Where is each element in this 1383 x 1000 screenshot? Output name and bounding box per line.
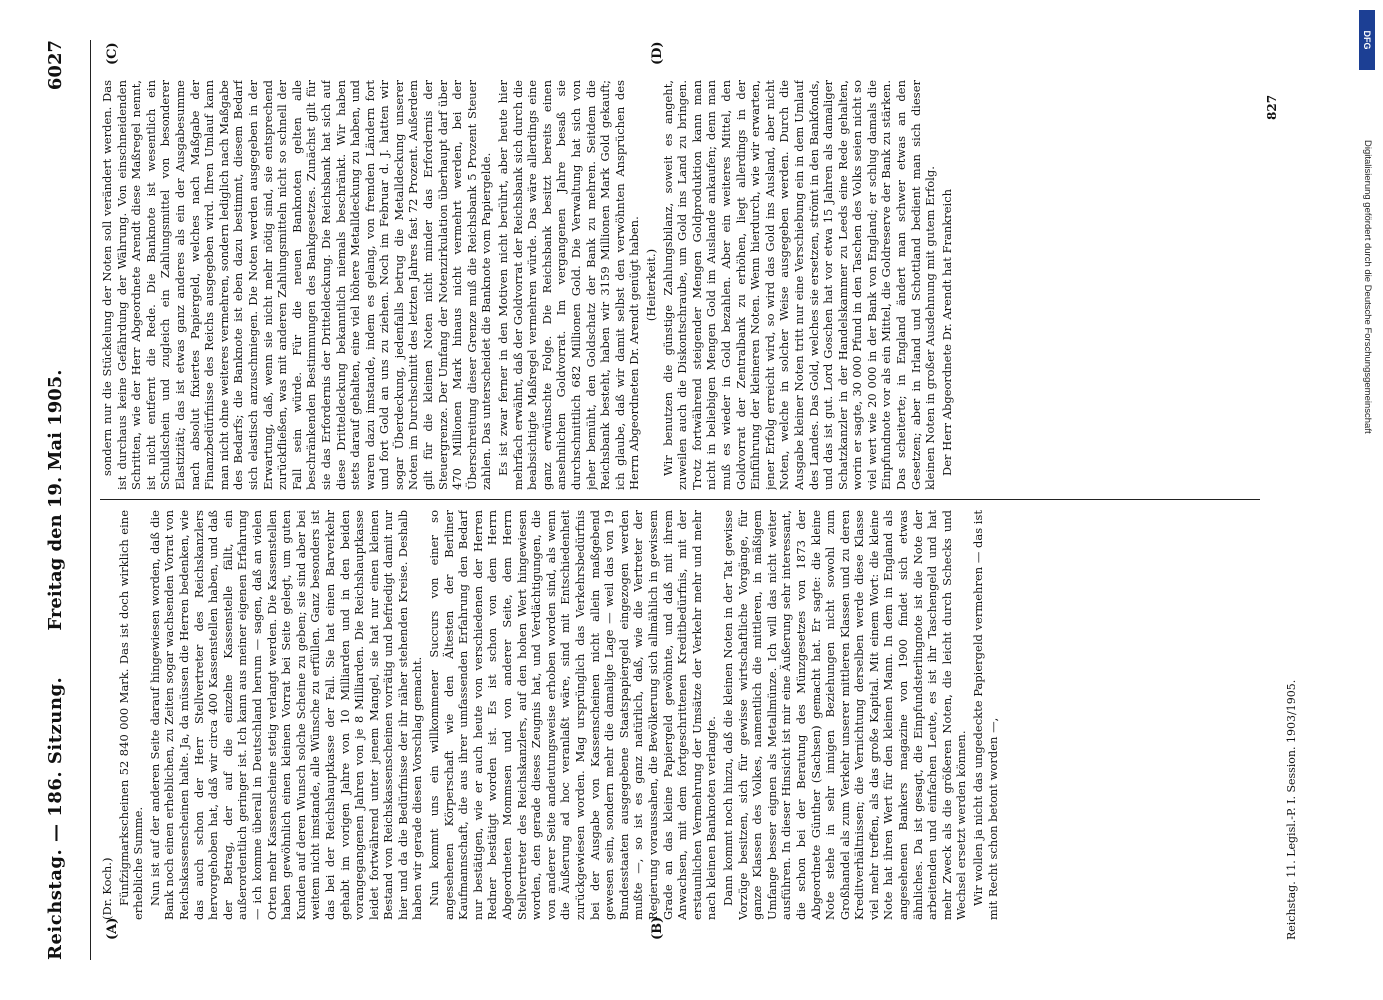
dfg-logo-text: DFG <box>1362 30 1372 50</box>
margin-mark-d: (D) <box>650 41 665 65</box>
credit-text: Digitalisierung gefördert durch die Deutsche Forschungsgemeinschaft <box>1362 140 1373 434</box>
paragraph: sondern nur die Stückelung der Noten soll verändert werden. Das ist durchaus keine Gefährdung der Währung. Von einschneidenden Schritten, wie der Herr Abgeordnete Arendt diese Maßregel nennt, ist nicht entfernt die Rede. Die Banknote ist wesentlich ein Schuldschein und zugleich ein Zahlungsmittel von besonderer Elastizität; das ist etwas ganz anderes als ein der Ausgabesumme nach absolut fixiertes Papiergeld, welches nach Maßgabe der Finanzbedürfnisse des Reichs ausgegeben wird. Ihren Umlauf kann man nicht ohne weiteres vermehren, sondern lediglich nach Maßgabe des Bedarfs; die Banknote ist eben dazu bestimmt, diesem Bedarf sich elastisch anzuschmiegen. Die Noten werden ausgegeben in der Erwartung, daß, wenn sie nicht mehr nötig sind, sie entsprechend zurückfließen, was mit anderen Zahlungsmitteln nicht so schnell der Fall sein würde. Für die neuen Banknoten gelten alle beschränkenden Bestimmungen des Bankgesetzes. Zunächst gilt für sie das Erfordernis der Dritteldeckung. Die Reichsbank hat sich auf diese Dritteldeckung bekanntlich niemals beschränkt. Wir haben stets darauf gehalten, eine viel höhere Metalldeckung zu haben, und waren dazu imstande, indem es gelang, von fremden Ländern fort und fort Gold an uns zu ziehen. Noch im Februar d. J. hatten wir sogar Überdeckung, jedenfalls betrug die Metalldeckung unserer Noten im Durchschnitt des letzten Jahres fast 72 Prozent. Außerdem gilt für die kleinen Noten nicht minder das Erfordernis der Steuergrenze. Der Umfang der Notenzirkulation überhaupt darf über 470 Millionen Mark hinaus nicht vermehrt werden, bei der Überschreitung dieser Grenze muß die Reichsbank 5 Prozent Steuer zahlen. Das unterscheidet die Banknote vom Papiergelde. <box>100 80 494 490</box>
header-session: Reichstag. — 186. Sitzung. <box>45 676 66 960</box>
page-footer: Reichstag. 11. Legisl.-P. I. Session. 1903/1905. <box>1285 679 1298 940</box>
paragraph: Nun kommt uns ein willkommener Succurs von einer so angesehenen Körperschaft wie den Ältesten der Berliner Kaufmannschaft, die aus ihrer umfassenden Erfahrung den Bedarf nur bestätigen, wie er auch heute von verschiedenen der Herren Redner bestätigt worden ist. Es ist schon von dem Herrn Abgeordneten Mommsen und von anderer Seite, dem Herrn Stellvertreter des Reichskanzlers, auf den hohen Wert hingewiesen worden, den gerade dieses Zeugnis hat, und Verdächtigungen, die von anderer Seite andeutungsweise erhoben worden sind, als wenn die Äußerung ad hoc veranlaßt wäre, sind mit Entschiedenheit zurückgewiesen worden. Mag ursprünglich das Verkehrsbedürfnis bei der Ausgabe von Kassenscheinen nicht allein maßgebend gewesen sein, sondern mehr die damalige Lage — weil das von 19 Bundesstaaten ausgegebene Staatspapiergeld eingezogen werden mußte —, so ist es ganz natürlich, daß, wie die Vertreter der Regierung voraussahen, die Bevölkerung sich allmählich in gewissem Grade an das kleine Papiergeld gewöhnte, und daß mit ihrem Anwachsen, mit dem fortgeschrittenen Kreditbedürfnis, mit der erstaunlichen Vermehrung der Umsätze der Verkehr mehr und mehr nach kleinen Banknoten verlangte. <box>427 510 719 920</box>
paragraph: Wir benutzen die günstige Zahlungsbilanz, soweit es angeht, zuweilen auch die Diskontschraube, um Gold ins Land zu bringen. Trotz fortwährend steigender Mengen Goldproduktion kann man nicht in beliebigen Mengen Gold im Auslande ankaufen; denn man muß es wieder in Gold bezahlen. Aber ein weiteres Mittel, den Goldvorrat der Zentralbank zu erhöhen, liegt allerdings in der Einführung der kleineren Noten. Wenn hierdurch, wie wir erwarten, jener Erfolg erreicht wird, so wird das Gold ins Ausland, aber nicht Noten, welche in solcher Weise ausgegeben werden. Durch die Ausgabe kleiner Noten tritt nur eine Verschiebung ein in dem Umlauf des Landes. Das Gold, welches sie ersetzen, strömt in den Bankfonds, und das ist gut. Lord Goschen hat vor etwa 15 Jahren als damaliger Schatzkanzler in der Handelskammer zu Leeds eine Rede gehalten, worin er sagte, 30 000 Pfund in den Taschen des Volks seien nicht so viel wert wie 20 000 in der Bank von England; er schlug damals die Einpfundnote vor als ein Mittel, die Goldreserve der Bank zu stärken. Das scheiterte; in England ändert man schwer etwas an den Gesetzen; aber in Irland und Schottland bedient man sich dieser kleinen Noten in großer Ausdehnung mit gutem Erfolg. <box>660 80 938 490</box>
paragraph: Fünfzigmarkscheinen 52 840 000 Mark. Das ist doch wirklich eine erhebliche Summe. <box>116 510 146 920</box>
right-column <box>100 80 1260 490</box>
paragraph: Nun ist auf der anderen Seite darauf hingewiesen worden, daß die Bank noch einen erheblichen, zu Zeiten sogar wachsenden Vorrat von Reichskassenscheinen halte. Ja, da müssen die Herren bedenken, wie das auch schon der Herr Stellvertreter des Reichskanzlers hervorgehoben hat, daß wir circa 400 Kassenstellen haben, und daß der Betrag, der auf die einzelne Kassenstelle fällt, ein außerordentlich geringer ist. Ich kann aus meiner eigenen Erfahrung — ich komme überall in Deutschland herum — sagen, daß an vielen Orten mehr Kassenscheine stetig verlangt werden. Die Kassenstellen haben gewöhnlich einen kleinen Vorrat bei Seite gelegt, um guten Kunden auf deren Wunsch solche Scheine zu geben; sie sind aber bei weitem nicht imstande, alle Wünsche zu erfüllen. Ganz besonders ist das bei der Reichshauptkasse der Fall. Sie hat einen Barverkehr gehabt im vorigen Jahre von 10 Milliarden und in den beiden vorangegangenen Jahren von je 8 Milliarden. Die Reichshauptkasse leidet fortwährend unter jenem Mangel, sie hat nur einen kleinen Bestand von Reichskassenscheinen vorrätig und befriedigt damit nur hier und da die Bedürfnisse der ihr näher stehenden Kreise. Deshalb haben wir gerade diesen Vorschlag gemacht. <box>147 510 425 920</box>
left-column <box>100 510 1260 920</box>
column-rule <box>100 499 1260 500</box>
paragraph: Wir wollen ja nicht das ungedeckte Papiergeld vermehren — das ist mit Recht schon betont worden —, <box>971 510 1000 920</box>
digitization-credit <box>1359 140 1373 840</box>
margin-mark-a: (A) <box>105 917 120 940</box>
dfg-logo <box>1359 10 1375 70</box>
interjection-note: (Heiterkeit.) <box>643 248 658 322</box>
page-number: 6027 <box>45 40 66 91</box>
margin-mark-c: (C) <box>105 42 120 65</box>
footer-page-code: 827 <box>1265 94 1279 120</box>
speaker-label: (Dr. Koch.) <box>100 857 114 920</box>
margin-mark-b: (B) <box>650 916 665 940</box>
paragraph: Der Herr Abgeordnete Dr. Arendt hat Frankreich <box>939 188 954 476</box>
header-date: Freitag den 19. Mai 1905. <box>45 369 66 631</box>
header-rule <box>90 40 91 960</box>
paragraph: Es ist zwar ferner in den Motiven nicht berührt, aber heute hier mehrfach erwähnt, daß der Goldvorrat der Reichsbank sich durch die beabsichtigte Maßregel vermehren würde. Das wäre allerdings eine ganz erwünschte Folge. Die Reichsbank besitzt bereits einen ansehnlichen Goldvorrat. Im vergangenen Jahre besaß sie durchschnittlich 682 Millionen Gold. Die Verwaltung hat sich von jeher bemüht, den Goldschatz der Bank zu mehren. Seitdem die Reichsbank besteht, haben wir 3159 Millionen Mark Gold gekauft; ich glaube, daß wir damit selbst den verwöhnten Ansprüchen des Herrn Abgeordneten Dr. Arendt genügt haben. <box>496 80 642 490</box>
page-header <box>45 40 75 960</box>
paragraph: Dann kommt noch hinzu, daß die kleinen Noten in der Tat gewisse Vorzüge besitzen, sich für gewisse wirtschaftliche Vorgänge, für ganze Klassen des Volkes, namentlich die mittleren, in mäßigem Umfange besser eignen als Metallmünze. Ich will das nicht weiter ausführen. In dieser Hinsicht ist mir eine Äußerung sehr interessant, die schon bei der Beratung des Münzgesetzes von 1873 der Abgeordnete Günther (Sachsen) gemacht hat. Er sagte: die kleine Note stehe in sehr innigen Beziehungen nicht sowohl zum Großhandel als zum Verkehr unserer mittleren Klassen und zu deren Kreditverhältnissen; die Vernichtung derselben werde diese Klasse viel mehr treffen, als das große Kapital. Mit einem Wort: die kleine Note hat ihren Wert für den kleinen Mann. In dem in England als angesehenen Bankers magazine von 1900 findet sich etwas ähnliches. Da ist gesagt, die Einpfundsterlingnote ist die Note der arbeitenden und einfachen Leute, es ist ihr Taschengeld und hat mehr Zweck als die größeren Noten, die leicht durch Schecks und Wechsel ersetzt werden können. <box>720 510 969 920</box>
